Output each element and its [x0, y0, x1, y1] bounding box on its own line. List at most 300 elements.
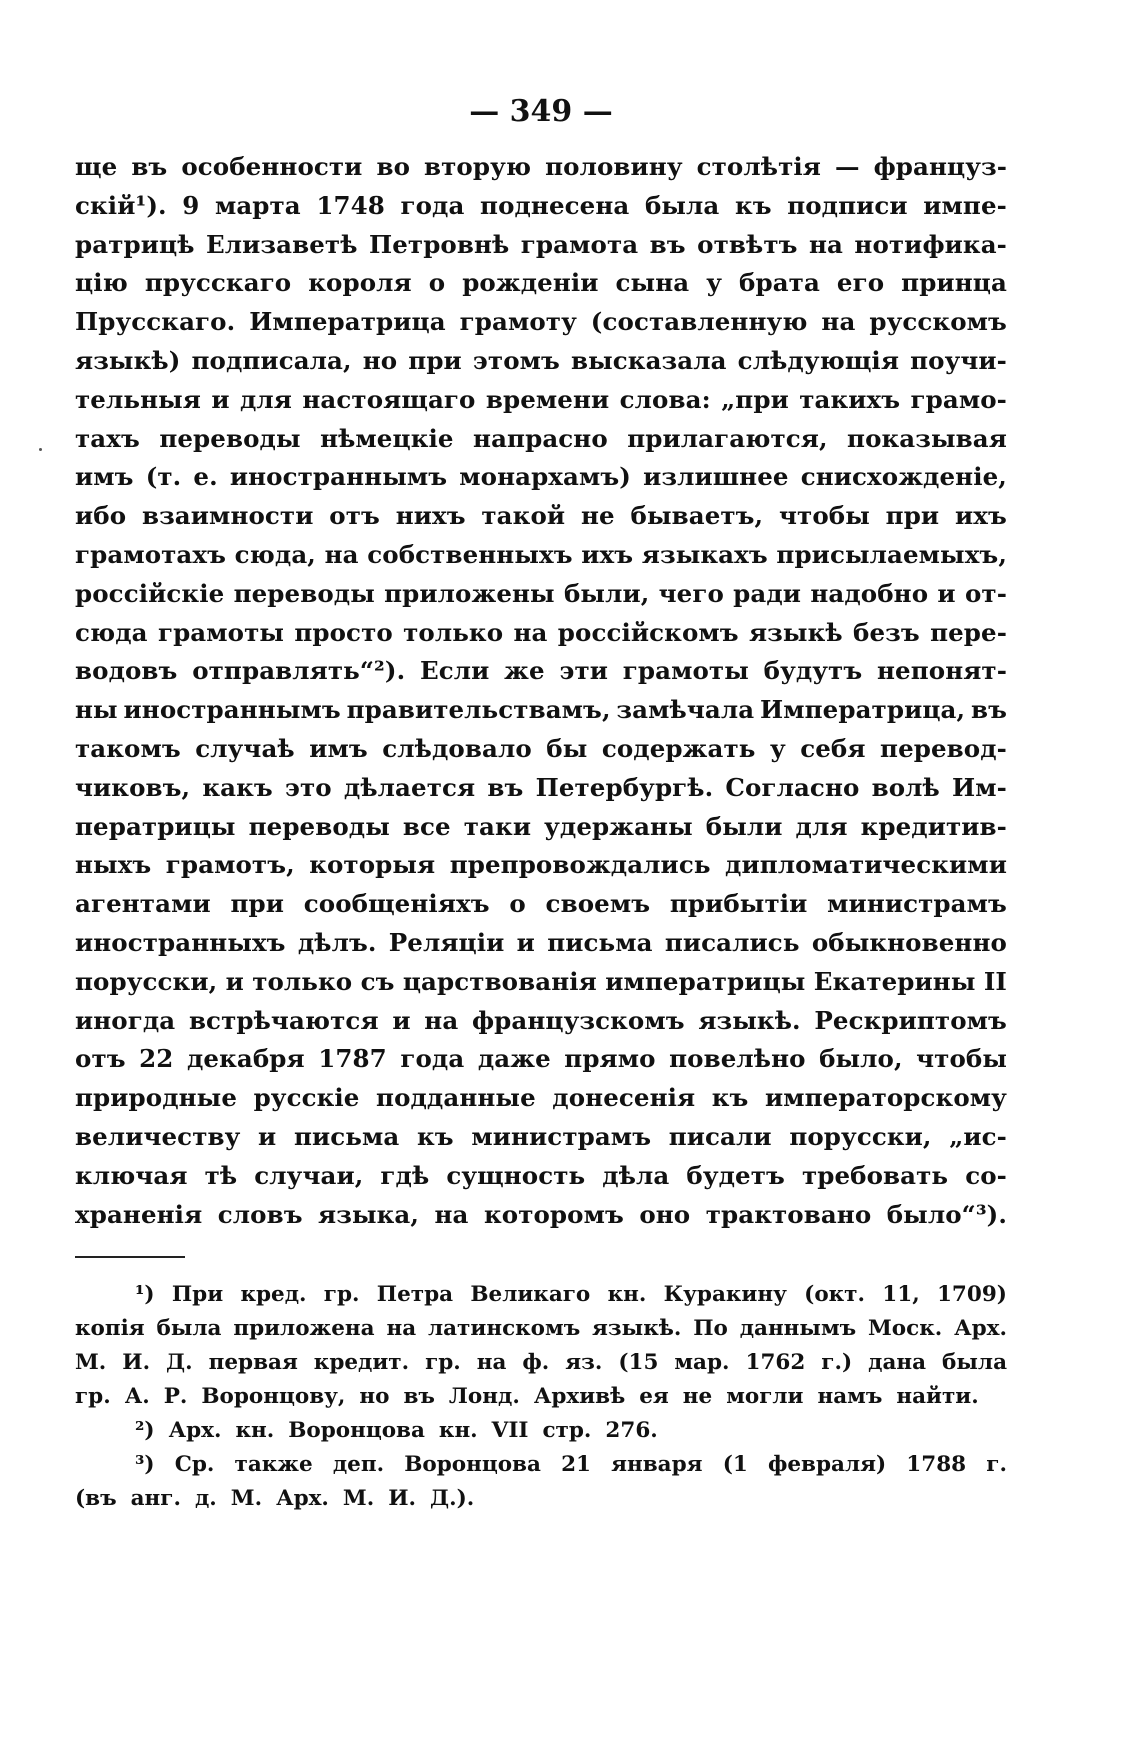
- word: этомъ: [472, 345, 560, 375]
- word: такомъ: [75, 733, 181, 763]
- word: повелѣно: [669, 1044, 806, 1074]
- word: Императрица: [249, 307, 446, 337]
- word: анг.: [130, 1486, 181, 1512]
- book-page: [75, 92, 1007, 1520]
- word: волѣ: [871, 772, 940, 802]
- word: все: [402, 811, 451, 841]
- text-line: [75, 579, 1007, 618]
- word: года: [400, 190, 465, 220]
- word: Архивѣ: [533, 1384, 626, 1410]
- word: трактовано: [705, 1199, 872, 1229]
- word: и: [937, 578, 956, 608]
- word: стр.: [542, 1418, 592, 1444]
- word: Моск.: [868, 1316, 943, 1342]
- word: А.: [124, 1384, 150, 1410]
- word: и: [211, 384, 230, 414]
- word: сообщеніяхъ: [303, 889, 490, 919]
- word: II: [983, 966, 1007, 996]
- word: россійскіе: [75, 578, 225, 608]
- footnote-line: [75, 1282, 1007, 1316]
- word: 1787: [318, 1044, 387, 1074]
- word: это: [285, 772, 332, 802]
- footnote-line: [75, 1486, 1007, 1520]
- word: поднесена: [480, 190, 630, 220]
- text-line: [75, 152, 1007, 191]
- text-line: [75, 850, 1007, 889]
- word: переводы: [159, 423, 301, 453]
- word: 1762: [745, 1350, 806, 1376]
- word: декабря: [186, 1044, 305, 1074]
- text-line: [75, 618, 1007, 657]
- word: непонят-: [877, 656, 1007, 686]
- word: иностранныхъ: [75, 927, 286, 957]
- word: такихъ: [799, 384, 901, 414]
- word: 22: [139, 1044, 174, 1074]
- text-line: [75, 462, 1007, 501]
- word: грамоту: [459, 307, 577, 337]
- word: были,: [563, 578, 650, 608]
- word: будетъ: [686, 1160, 785, 1190]
- word: чтобы: [779, 501, 870, 531]
- word: дѣлъ.: [297, 927, 377, 957]
- word: письма: [547, 927, 653, 957]
- word: для: [795, 811, 848, 841]
- text-line: [75, 812, 1007, 851]
- text-line: [75, 346, 1007, 385]
- word: слѣдующія: [737, 345, 900, 375]
- word: скій¹).: [75, 190, 167, 220]
- word: 276.: [605, 1418, 658, 1444]
- word: прямо: [564, 1044, 656, 1074]
- word: на: [808, 229, 843, 259]
- word: монархамъ): [459, 462, 631, 492]
- word: въ: [970, 695, 1007, 725]
- word: тахъ: [75, 423, 140, 453]
- word: (15: [618, 1350, 659, 1376]
- word: агентами: [75, 889, 211, 919]
- word: первая: [208, 1350, 298, 1376]
- word: при: [230, 889, 284, 919]
- word: (1: [722, 1452, 748, 1478]
- text-line: [75, 695, 1007, 734]
- word: присылаемыхъ,: [776, 539, 1007, 569]
- word: дѣлается: [343, 772, 476, 802]
- word: И.: [122, 1350, 151, 1376]
- word: французскомъ: [471, 1005, 685, 1035]
- word: Великаго: [470, 1282, 591, 1308]
- word: (окт.: [804, 1282, 865, 1308]
- word: при: [885, 501, 940, 531]
- word: 1709): [936, 1282, 1007, 1308]
- word: гр.: [75, 1384, 111, 1410]
- word: Прусскаго.: [75, 307, 236, 337]
- word: прибытіи: [669, 889, 808, 919]
- word: кн.: [438, 1418, 478, 1444]
- word: ще: [75, 152, 118, 181]
- footnote-rule: [75, 1256, 185, 1258]
- text-line: [75, 230, 1007, 269]
- text-line: [75, 540, 1007, 579]
- footnote-line: [75, 1418, 1007, 1452]
- word: случаѣ: [195, 733, 295, 763]
- word: министрамъ: [827, 889, 1007, 919]
- word: кредит.: [313, 1350, 410, 1376]
- word: г.): [821, 1350, 853, 1376]
- word: подписи: [787, 190, 908, 220]
- word: М.: [342, 1486, 375, 1512]
- word: эти: [559, 656, 609, 686]
- word: которыя: [309, 850, 436, 880]
- word: тѣ: [204, 1160, 238, 1190]
- word: ибо: [75, 501, 127, 531]
- word: 1748: [316, 190, 385, 220]
- text-line: [75, 1083, 1007, 1122]
- word: от-: [964, 578, 1007, 608]
- word: намъ: [817, 1384, 883, 1410]
- word: грамо-: [910, 384, 1007, 414]
- word: себя: [800, 733, 866, 763]
- word: иногда: [75, 1005, 176, 1035]
- word: также: [234, 1452, 313, 1478]
- text-line: [75, 501, 1007, 540]
- word: содержать: [601, 733, 756, 763]
- text-line: [75, 656, 1007, 695]
- word: дѣла: [602, 1160, 670, 1190]
- word: По: [693, 1316, 728, 1342]
- word: требовать: [801, 1160, 949, 1190]
- text-line: [75, 307, 1007, 346]
- word: гдѣ: [380, 1160, 430, 1190]
- word: бываетъ,: [630, 501, 764, 531]
- word: была: [156, 1316, 222, 1342]
- word: Ср.: [174, 1452, 215, 1478]
- word: въ: [131, 152, 168, 181]
- word: даннымъ: [739, 1316, 857, 1342]
- word: было,: [819, 1044, 903, 1074]
- footnote-line: [75, 1350, 1007, 1384]
- word: удержаны: [544, 811, 693, 841]
- word: ныхъ: [75, 850, 152, 880]
- word: Реляціи: [388, 927, 505, 957]
- word: (въ: [75, 1486, 117, 1512]
- word: ны: [75, 695, 118, 725]
- word: писали: [668, 1121, 772, 1151]
- word: г.: [986, 1452, 1007, 1478]
- word: Елизаветѣ: [205, 229, 358, 259]
- word: импе-: [923, 190, 1007, 220]
- word: кред.: [240, 1282, 307, 1308]
- word: напрасно: [473, 423, 608, 453]
- text-line: [75, 268, 1007, 307]
- word: имъ: [309, 733, 368, 763]
- word: мар.: [674, 1350, 730, 1376]
- word: 11,: [882, 1282, 920, 1308]
- word: При: [171, 1282, 224, 1308]
- word: приложены: [384, 578, 555, 608]
- word: поучи-: [910, 345, 1007, 375]
- word: сюда,: [234, 539, 316, 569]
- text-line: [75, 385, 1007, 424]
- word: яз.: [565, 1350, 603, 1376]
- word: же: [504, 656, 545, 686]
- word: перевод-: [880, 733, 1007, 763]
- word: въ: [649, 229, 686, 259]
- text-line: [75, 1044, 1007, 1083]
- word: была: [644, 190, 720, 220]
- word: латинскомъ: [427, 1316, 581, 1342]
- word: ф.: [522, 1350, 550, 1376]
- word: была: [942, 1350, 1007, 1376]
- word: замѣчала: [616, 695, 755, 725]
- word: февраля): [767, 1452, 887, 1478]
- word: М.: [230, 1486, 263, 1512]
- word: Арх.: [954, 1316, 1007, 1342]
- word: надобно: [810, 578, 929, 608]
- word: бы: [546, 733, 588, 763]
- word: просто: [294, 617, 393, 647]
- word: (составленную: [590, 307, 808, 337]
- word: иностраннымъ: [123, 695, 341, 725]
- word: кредитив-: [860, 811, 1007, 841]
- word: писались: [664, 927, 800, 957]
- word: грамотъ,: [165, 850, 295, 880]
- word: (т.: [145, 462, 182, 492]
- margin-mark: [39, 448, 42, 451]
- word: снисхожденіе,: [800, 462, 1007, 492]
- word: на: [513, 617, 548, 647]
- word: Воронцову,: [201, 1384, 346, 1410]
- word: министрамъ: [471, 1121, 652, 1151]
- text-line: [75, 773, 1007, 812]
- word: копія: [75, 1316, 145, 1342]
- word: Воронцова: [288, 1418, 425, 1444]
- text-line: [75, 1161, 1007, 1200]
- word: столѣтія: [696, 152, 821, 181]
- word: Арх.: [168, 1418, 222, 1444]
- word: короля: [308, 268, 412, 298]
- word: къ: [711, 1083, 749, 1113]
- word: у: [769, 733, 786, 763]
- word: Лонд.: [448, 1384, 520, 1410]
- word: языкѣ.: [698, 1005, 801, 1035]
- word: которомъ: [483, 1199, 624, 1229]
- word: переводы: [233, 578, 375, 608]
- word: чиковъ,: [75, 772, 191, 802]
- word: россійскомъ: [557, 617, 739, 647]
- footnote-marker: ³): [135, 1452, 155, 1478]
- word: слова:: [619, 384, 711, 414]
- footnotes: [75, 1282, 1007, 1520]
- word: словъ: [217, 1199, 303, 1229]
- word: слѣдовало: [382, 733, 532, 763]
- word: царствованія: [402, 966, 597, 996]
- word: грамотахъ: [75, 539, 226, 569]
- word: въ: [403, 1384, 435, 1410]
- word: Петербургѣ.: [535, 772, 714, 802]
- word: подписала,: [191, 345, 352, 375]
- word: языкѣ.: [592, 1316, 682, 1342]
- word: нотифика-: [854, 229, 1007, 259]
- word: къ: [417, 1121, 454, 1151]
- word: брата: [739, 268, 820, 298]
- word: ратрицѣ: [75, 229, 195, 259]
- word: сюда: [75, 617, 148, 647]
- word: русскомъ: [869, 307, 1007, 337]
- footnote-line: [75, 1452, 1007, 1486]
- text-line: [75, 191, 1007, 230]
- word: ключая: [75, 1160, 188, 1190]
- word: е.: [193, 462, 218, 492]
- word: языка,: [318, 1199, 420, 1229]
- word: Р.: [163, 1384, 188, 1410]
- word: не: [580, 501, 615, 531]
- word: Д.).: [430, 1486, 475, 1512]
- word: въ: [487, 772, 524, 802]
- footnote-marker: ¹): [135, 1282, 155, 1308]
- word: на: [386, 1316, 417, 1342]
- word: на: [434, 1199, 469, 1229]
- word: даже: [477, 1044, 551, 1074]
- word: VII: [491, 1418, 529, 1444]
- word: 9: [182, 190, 200, 220]
- word: Рескриптомъ: [814, 1005, 1007, 1035]
- word: чтобы: [916, 1044, 1007, 1074]
- word: императрицы: [605, 966, 806, 996]
- text-line: [75, 734, 1007, 773]
- word: на: [324, 539, 359, 569]
- footnote-line: [75, 1384, 1007, 1418]
- word: языкѣ): [75, 345, 181, 375]
- word: только: [252, 966, 353, 996]
- word: были: [705, 811, 783, 841]
- word: ради: [733, 578, 802, 608]
- word: собственныхъ: [367, 539, 573, 569]
- word: января: [611, 1452, 703, 1478]
- word: встрѣчаются: [188, 1005, 379, 1035]
- word: рожденіи: [462, 268, 599, 298]
- word: найти.: [896, 1384, 979, 1410]
- word: вторую: [424, 152, 532, 181]
- text-line: [75, 1200, 1007, 1239]
- word: во: [376, 152, 411, 181]
- word: языкахъ: [641, 539, 768, 569]
- word: на: [476, 1350, 507, 1376]
- word: взаимности: [141, 501, 314, 531]
- word: обыкновенно: [811, 927, 1007, 957]
- word: гр.: [323, 1282, 360, 1308]
- word: препровождались: [449, 850, 711, 880]
- word: своемъ: [545, 889, 651, 919]
- word: будутъ: [763, 656, 863, 686]
- word: отъ: [75, 1044, 126, 1074]
- word: сына: [615, 268, 690, 298]
- word: Петровнѣ: [368, 229, 510, 259]
- word: ихъ: [581, 539, 634, 569]
- word: нѣмецкіе: [320, 423, 454, 453]
- word: цію: [75, 268, 128, 298]
- text-line: [75, 1122, 1007, 1161]
- word: дана: [868, 1350, 927, 1376]
- word: 21: [561, 1452, 591, 1478]
- word: сущность: [446, 1160, 586, 1190]
- word: 1788: [906, 1452, 967, 1478]
- word: гр.: [425, 1350, 461, 1376]
- word: Куракину: [663, 1282, 787, 1308]
- word: грамота: [520, 229, 639, 259]
- word: француз-: [873, 152, 1007, 181]
- page-number: — 349 —: [469, 94, 613, 129]
- word: прилагаются,: [627, 423, 828, 453]
- word: императорскому: [764, 1083, 1007, 1113]
- word: иностраннымъ: [229, 462, 448, 492]
- word: Им-: [952, 772, 1007, 802]
- word: и: [516, 927, 535, 957]
- word: о: [509, 889, 526, 919]
- text-line: [75, 1006, 1007, 1045]
- word: И.: [388, 1486, 417, 1512]
- word: высказала: [570, 345, 727, 375]
- word: водовъ: [75, 656, 178, 686]
- word: оно: [639, 1199, 691, 1229]
- word: чего: [658, 578, 724, 608]
- word: принца: [901, 268, 1007, 298]
- word: какъ: [202, 772, 273, 802]
- word: года: [400, 1044, 465, 1074]
- word: переводы: [248, 811, 390, 841]
- word: грамоты: [622, 656, 749, 686]
- word: языкѣ: [748, 617, 843, 647]
- word: марта: [214, 190, 301, 220]
- text-line: [75, 928, 1007, 967]
- word: пере-: [930, 617, 1007, 647]
- word: кн.: [607, 1282, 647, 1308]
- word: такой: [481, 501, 566, 531]
- word: о: [428, 268, 446, 298]
- word: показывая: [847, 423, 1007, 453]
- word: при: [408, 345, 462, 375]
- word: съ: [360, 966, 395, 996]
- word: его: [836, 268, 885, 298]
- text-line: [75, 889, 1007, 928]
- word: половину: [545, 152, 683, 181]
- word: и: [225, 966, 244, 996]
- word: къ: [734, 190, 772, 220]
- word: Арх.: [276, 1486, 329, 1512]
- text-line: [75, 424, 1007, 463]
- word: нихъ: [395, 501, 466, 531]
- word: приложена: [233, 1316, 375, 1342]
- text-line: [75, 967, 1007, 1006]
- word: Екатерины: [813, 966, 976, 996]
- word: прусскаго: [144, 268, 292, 298]
- word: безъ: [853, 617, 920, 647]
- word: Согласно: [725, 772, 860, 802]
- word: особенности: [181, 152, 363, 181]
- word: настоящаго: [302, 384, 476, 414]
- word: порусски,: [789, 1121, 932, 1151]
- word: отвѣтъ: [697, 229, 798, 259]
- word: письма: [293, 1121, 400, 1151]
- main-text: [75, 152, 1007, 1238]
- word: но: [359, 1384, 390, 1410]
- word: времени: [485, 384, 610, 414]
- word: русскіе: [253, 1083, 360, 1113]
- word: „ис-: [949, 1121, 1007, 1151]
- word: „при: [721, 384, 789, 414]
- word: Д.: [166, 1350, 193, 1376]
- word: дипломатическими: [725, 850, 1007, 880]
- word: отъ: [329, 501, 380, 531]
